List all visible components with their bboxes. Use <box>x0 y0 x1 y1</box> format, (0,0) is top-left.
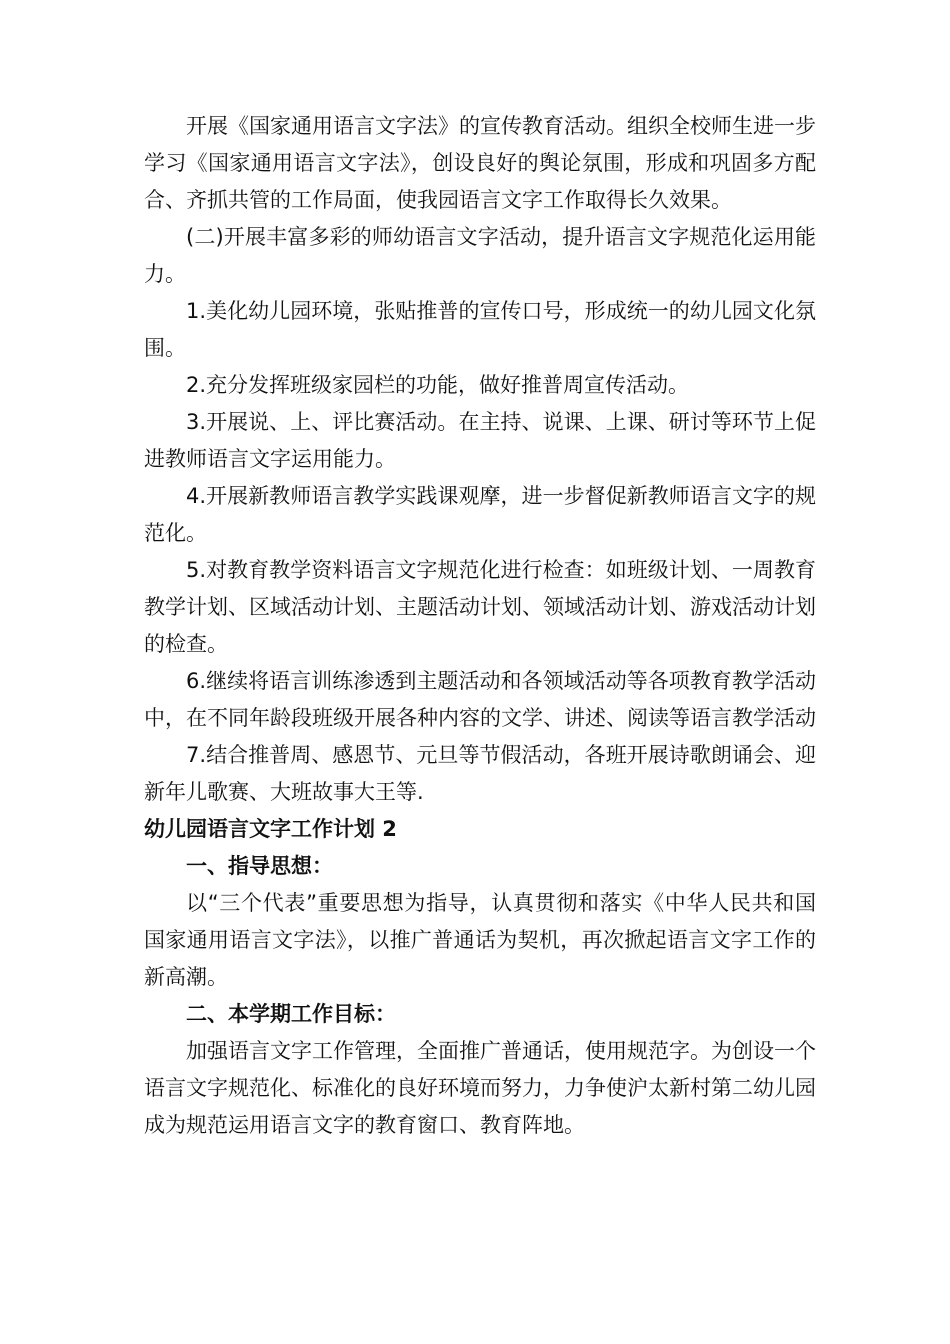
list-item-5: 5.对教育教学资料语言文字规范化进行检查：如班级计划、一周教育教学计划、区域活动计划、主题活动计划、领域活动计划、游戏活动计划的检查。 <box>144 558 816 656</box>
list-item-4: 4.开展新教师语言教学实践课观摩，进一步督促新教师语言文字的规范化。 <box>144 484 816 545</box>
paragraph-propaganda: 开展《国家通用语言文字法》的宣传教育活动。组织全校师生进一步学习《国家通用语言文字法》，创设良好的舆论氛围，形成和巩固多方配合、齐抓共管的工作局面，使我园语言文字工作取得长久效果。 <box>144 114 816 212</box>
list-item-6: 6.继续将语言训练渗透到主题活动和各领域活动等各项教育教学活动中，在不同年龄段班级开展各种内容的文学、讲述、阅读等语言教学活动 <box>144 669 816 730</box>
list-item-2: 2.充分发挥班级家园栏的功能，做好推普周宣传活动。 <box>186 373 690 397</box>
list-item-3: 3.开展说、上、评比赛活动。在主持、说课、上课、研讨等环节上促进教师语言文字运用能力。 <box>144 410 816 471</box>
paragraph-guiding-ideology: 以“三个代表”重要思想为指导，认真贯彻和落实《中华人民共和国国家通用语言文字法》，以推广普通话为契机，再次掀起语言文字工作的新高潮。 <box>144 891 816 989</box>
section-title: 幼儿园语言文字工作计划 2 <box>144 817 397 841</box>
paragraph-activities-intro: (二)开展丰富多彩的师幼语言文字活动，提升语言文字规范化运用能力。 <box>144 225 816 286</box>
heading-semester-goals: 二、本学期工作目标： <box>186 1002 396 1026</box>
list-item-7: 7.结合推普周、感恩节、元旦等节假活动，各班开展诗歌朗诵会、迎新年儿歌赛、大班故事大王等. <box>144 743 816 804</box>
heading-guiding-ideology: 一、指导思想： <box>186 854 333 878</box>
document-body <box>144 108 816 1144</box>
paragraph-semester-goals: 加强语言文字工作管理，全面推广普通话，使用规范字。为创设一个语言文字规范化、标准化的良好环境而努力，力争使沪太新村第二幼儿园成为规范运用语言文字的教育窗口、教育阵地。 <box>144 1039 816 1137</box>
list-item-1: 1.美化幼儿园环境，张贴推普的宣传口号，形成统一的幼儿园文化氛围。 <box>144 299 816 360</box>
